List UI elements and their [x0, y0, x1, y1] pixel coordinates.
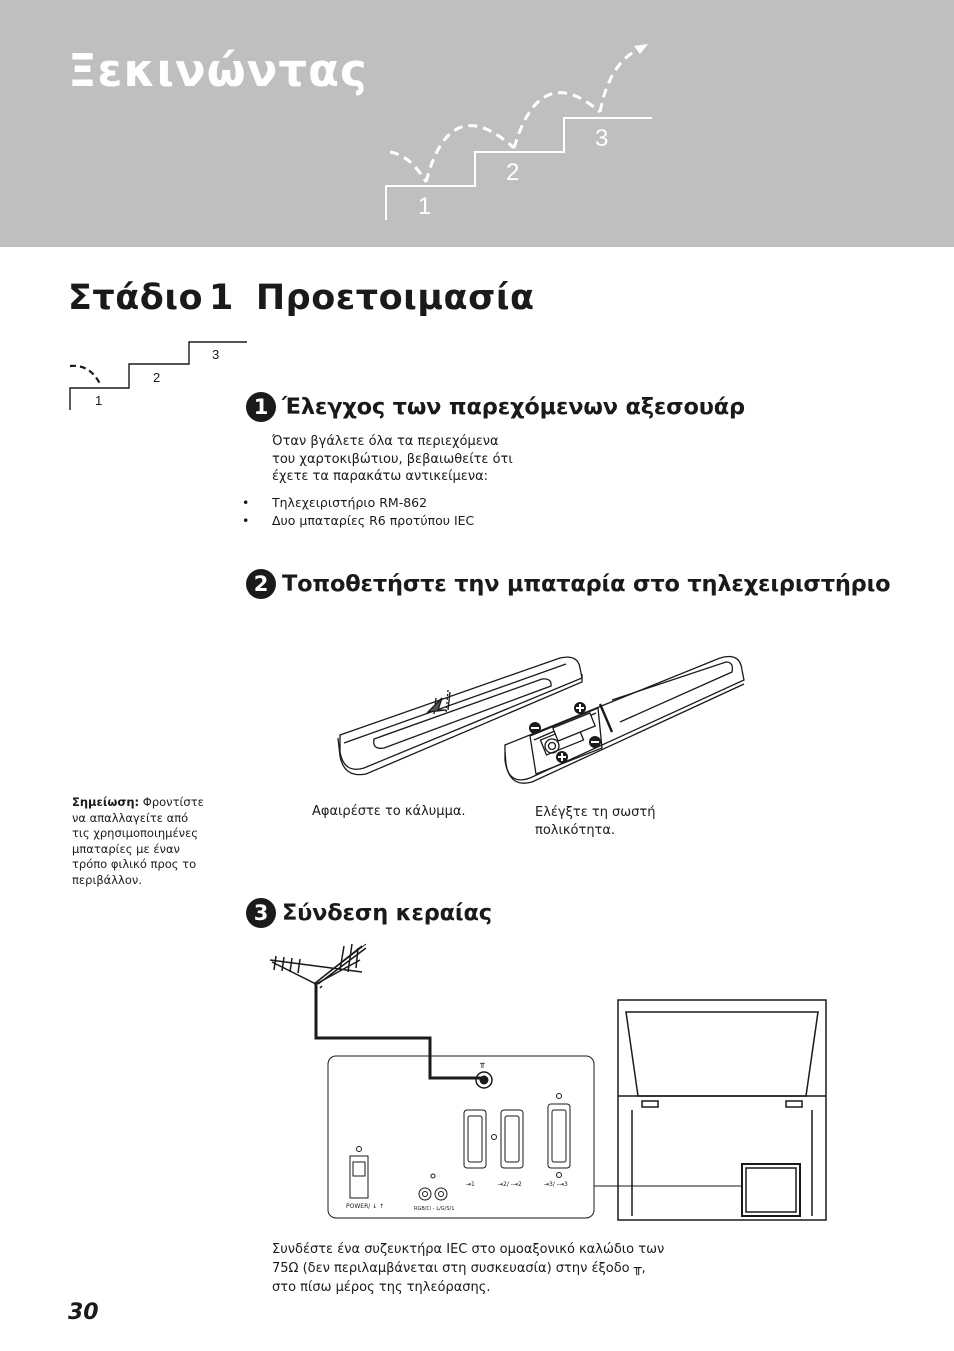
text-line: 75Ω (δεν περιλαμβάνεται στη συσκευασία) στην έξοδο ╥, [272, 1261, 646, 1276]
section-3-text [272, 1240, 664, 1297]
scart-3-label: ⇥3/ -⇥3 [544, 1181, 568, 1188]
section-3-title: Σύνδεση κεραίας [282, 900, 492, 926]
text-line: στο πίσω μέρος της τηλεόρασης. [272, 1280, 491, 1295]
section-1-text [272, 433, 513, 486]
stage-name: Προετοιμασία [255, 278, 535, 318]
antenna-icon [270, 944, 366, 988]
av-inputs-label: RGB/Ci - L/G/S/1 [414, 1206, 455, 1212]
text-line: του χαρτοκιβώτιου, βεβαιωθείτε ότι [272, 451, 513, 467]
banner-step-2: 2 [506, 159, 520, 186]
step-badge-3: 3 [246, 898, 276, 928]
note-line: μπαταρίες με έναν [72, 841, 180, 856]
tv-back-panel [328, 1056, 594, 1218]
antenna-socket-label: ╥ [480, 1059, 485, 1068]
steps-graphic [380, 40, 670, 230]
remote-battery-illustration [330, 640, 750, 790]
section-2-title: Τοποθετήστε την μπαταρία στο τηλεχειριστήριο [282, 571, 891, 597]
section-2-heading [246, 569, 890, 599]
stage-title [68, 278, 535, 318]
note-line: τις χρησιμοποιημένες [72, 826, 199, 840]
note-line: τρόπο φιλικό προς το [72, 857, 197, 871]
scart-2-label: ⇥2/ -⇥2 [498, 1181, 522, 1188]
caption-remove-cover: Αφαιρέστε το κάλυμμα. [312, 804, 466, 819]
page-number: 30 [68, 1300, 99, 1325]
note-text: Φροντίστε [139, 795, 204, 809]
mini-step-1: 1 [95, 393, 103, 408]
section-1-title: Έλεγχος των παρεχόμενων αξεσουάρ [282, 394, 745, 420]
mini-step-3: 3 [212, 347, 220, 362]
stage-label: Στάδιο [68, 278, 204, 318]
chapter-title: Ξεκινώντας [68, 44, 368, 97]
caption-line: Ελέγξτε τη σωστή [535, 805, 656, 820]
header-banner [0, 0, 954, 247]
list-item: • Τηλεχειριστήριο RM-862 [240, 494, 474, 512]
step-badge-2: 2 [246, 569, 276, 599]
tv-rear-icon [594, 1000, 826, 1220]
mini-steps-graphic [66, 338, 251, 418]
text-line: έχετε τα παρακάτω αντικείμενα: [272, 469, 489, 484]
text-line: Όταν βγάλετε όλα τα περιεχόμενα [272, 434, 499, 449]
coax-cable [316, 984, 484, 1078]
caption-line: πολικότητα. [535, 823, 616, 838]
section-3-heading [246, 898, 492, 928]
section-1-heading [246, 392, 745, 422]
list-item: • Δυο μπαταρίες R6 προτύπου IEC [240, 512, 474, 530]
note-line: περιβάλλον. [72, 872, 142, 887]
accessory-list [240, 494, 474, 530]
stage-number: 1 [209, 278, 234, 318]
antenna-connection-illustration [262, 940, 832, 1230]
banner-step-3: 3 [595, 125, 609, 152]
eco-note [72, 795, 222, 888]
remote-battery-compartment-icon [505, 657, 744, 784]
note-line: να απαλλαγείτε από [72, 810, 189, 825]
power-label: POWER/ ↓ ↑ [346, 1203, 385, 1210]
step-badge-1: 1 [246, 392, 276, 422]
mini-step-2: 2 [153, 370, 161, 385]
caption-check-polarity [535, 804, 656, 840]
scart-1-label: ⇥1 [466, 1181, 475, 1188]
remote-with-cover-icon [338, 657, 582, 775]
banner-step-1: 1 [418, 193, 432, 220]
note-label: Σημείωση: [72, 795, 140, 809]
text-line: Συνδέστε ένα συζευκτήρα IEC στο ομοαξονικό καλώδιο των [272, 1242, 665, 1257]
